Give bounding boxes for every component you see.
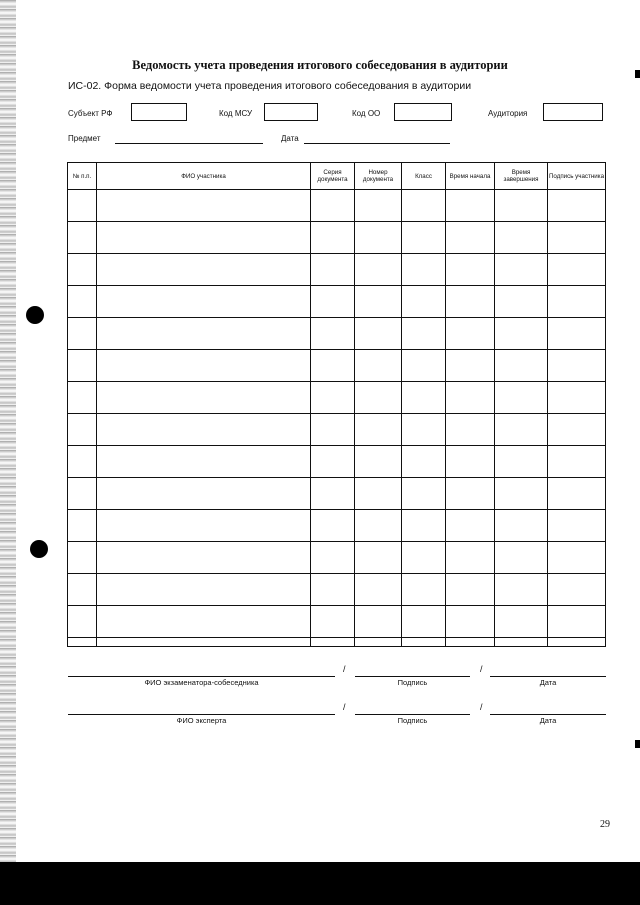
table-cell[interactable]: [495, 254, 548, 286]
table-cell[interactable]: [311, 510, 355, 542]
table-cell[interactable]: [402, 190, 446, 222]
table-cell[interactable]: [97, 510, 311, 542]
table-cell[interactable]: [355, 222, 402, 254]
expert-name-caption: ФИО эксперта: [176, 716, 227, 725]
table-cell[interactable]: [355, 606, 402, 638]
expert-signature-caption: Подпись: [397, 716, 428, 725]
form-subtitle: ИС-02. Форма ведомости учета проведения итогового собеседования в аудитории: [68, 80, 472, 92]
table-cell[interactable]: [402, 638, 446, 647]
separator: /: [343, 664, 346, 674]
table-cell[interactable]: [446, 382, 495, 414]
table-cell[interactable]: [68, 478, 97, 510]
table-cell[interactable]: [548, 478, 606, 510]
table-cell[interactable]: [355, 190, 402, 222]
table-cell[interactable]: [311, 478, 355, 510]
table-cell[interactable]: [355, 638, 402, 647]
table-cell[interactable]: [97, 446, 311, 478]
table-cell[interactable]: [97, 382, 311, 414]
table-cell[interactable]: [68, 574, 97, 606]
page-number: 29: [600, 819, 610, 830]
table-cell[interactable]: [548, 638, 606, 647]
table-cell[interactable]: [548, 254, 606, 286]
table-cell[interactable]: [495, 190, 548, 222]
separator: /: [480, 702, 483, 712]
table-cell[interactable]: [68, 222, 97, 254]
table-cell[interactable]: [311, 574, 355, 606]
table-cell[interactable]: [68, 638, 97, 647]
table-cell[interactable]: [311, 446, 355, 478]
separator: /: [480, 664, 483, 674]
table-cell[interactable]: [548, 446, 606, 478]
table-row: [68, 190, 606, 222]
table-cell[interactable]: [548, 542, 606, 574]
table-cell[interactable]: [495, 574, 548, 606]
date-field-line[interactable]: [304, 143, 450, 144]
table-cell[interactable]: [402, 606, 446, 638]
header-document-number: Номер документа: [355, 163, 402, 190]
examiner-signature-caption: Подпись: [397, 678, 428, 687]
table-cell[interactable]: [495, 350, 548, 382]
table-cell[interactable]: [446, 286, 495, 318]
header-number: № п.п.: [68, 163, 97, 190]
table-cell[interactable]: [495, 606, 548, 638]
table-cell[interactable]: [355, 350, 402, 382]
table-cell[interactable]: [355, 510, 402, 542]
table-row: [68, 542, 606, 574]
table-cell[interactable]: [97, 318, 311, 350]
table-cell[interactable]: [311, 254, 355, 286]
table-cell[interactable]: [355, 542, 402, 574]
table-cell[interactable]: [355, 286, 402, 318]
header-full-name: ФИО участника: [97, 163, 311, 190]
table-cell[interactable]: [68, 318, 97, 350]
table-cell[interactable]: [495, 446, 548, 478]
table-cell[interactable]: [311, 638, 355, 647]
table-cell[interactable]: [355, 574, 402, 606]
scan-bottom-band: [0, 862, 640, 905]
table-cell[interactable]: [68, 446, 97, 478]
table-cell[interactable]: [446, 318, 495, 350]
table-cell[interactable]: [311, 222, 355, 254]
punch-hole: [30, 540, 48, 558]
table-cell[interactable]: [68, 286, 97, 318]
table-cell[interactable]: [446, 350, 495, 382]
table-cell[interactable]: [446, 510, 495, 542]
table-cell[interactable]: [97, 542, 311, 574]
table-header-row: [68, 163, 606, 190]
table-row: [68, 318, 606, 350]
table-cell[interactable]: [402, 286, 446, 318]
table-cell[interactable]: [495, 318, 548, 350]
header-start-time: Время начала: [446, 163, 495, 190]
subject-label: Субъект РФ: [68, 109, 113, 118]
header-document-series: Серия документа: [311, 163, 355, 190]
expert-date-line[interactable]: [490, 714, 606, 715]
table-cell[interactable]: [355, 414, 402, 446]
table-cell[interactable]: [548, 414, 606, 446]
table-row: [68, 350, 606, 382]
table-cell[interactable]: [68, 606, 97, 638]
table-cell[interactable]: [402, 318, 446, 350]
table-cell[interactable]: [402, 222, 446, 254]
table-cell[interactable]: [495, 638, 548, 647]
table-row: [68, 382, 606, 414]
table-cell[interactable]: [548, 286, 606, 318]
table-cell[interactable]: [68, 254, 97, 286]
table-cell[interactable]: [446, 542, 495, 574]
examiner-name-line[interactable]: [68, 676, 335, 677]
table-cell[interactable]: [68, 510, 97, 542]
examiner-date-caption: Дата: [539, 678, 557, 687]
table-cell[interactable]: [97, 350, 311, 382]
table-cell[interactable]: [402, 382, 446, 414]
table-cell[interactable]: [446, 190, 495, 222]
expert-date-caption: Дата: [539, 716, 557, 725]
table-row: [68, 478, 606, 510]
table-cell[interactable]: [97, 574, 311, 606]
table-cell[interactable]: [311, 350, 355, 382]
table-cell[interactable]: [495, 542, 548, 574]
table-cell[interactable]: [548, 574, 606, 606]
header-class: Класс: [402, 163, 446, 190]
table-cell[interactable]: [446, 222, 495, 254]
table-cell[interactable]: [446, 446, 495, 478]
table-cell[interactable]: [311, 542, 355, 574]
table-cell[interactable]: [548, 606, 606, 638]
table-cell[interactable]: [97, 286, 311, 318]
table-cell[interactable]: [446, 606, 495, 638]
table-row: [68, 574, 606, 606]
table-cell[interactable]: [402, 542, 446, 574]
table-cell[interactable]: [495, 414, 548, 446]
table-cell[interactable]: [495, 510, 548, 542]
table-row: [68, 606, 606, 638]
table-cell[interactable]: [548, 510, 606, 542]
expert-name-line[interactable]: [68, 714, 335, 715]
table-row: [68, 638, 606, 647]
subject-code-field[interactable]: [131, 103, 187, 121]
expert-signature-line[interactable]: [355, 714, 470, 715]
table-cell[interactable]: [68, 382, 97, 414]
punch-hole: [26, 306, 44, 324]
examiner-signature-line[interactable]: [355, 676, 470, 677]
table-row: [68, 286, 606, 318]
table-cell[interactable]: [548, 318, 606, 350]
table-cell[interactable]: [311, 286, 355, 318]
table-cell[interactable]: [97, 222, 311, 254]
separator: /: [343, 702, 346, 712]
table-cell[interactable]: [548, 382, 606, 414]
table-cell[interactable]: [548, 190, 606, 222]
table-cell[interactable]: [402, 574, 446, 606]
table-cell[interactable]: [495, 478, 548, 510]
table-row: [68, 510, 606, 542]
header-participant-signature: Подпись участника: [548, 163, 606, 190]
table-cell[interactable]: [68, 350, 97, 382]
table-cell[interactable]: [548, 222, 606, 254]
table-cell[interactable]: [68, 542, 97, 574]
auditorium-label: Аудитория: [488, 109, 528, 118]
examiner-date-line[interactable]: [490, 676, 606, 677]
table-row: [68, 446, 606, 478]
table-cell[interactable]: [97, 638, 311, 647]
table-cell[interactable]: [495, 286, 548, 318]
table-cell[interactable]: [446, 478, 495, 510]
table-cell[interactable]: [355, 318, 402, 350]
table-row: [68, 222, 606, 254]
page-title: Ведомость учета проведения итогового собеседования в аудитории: [132, 58, 508, 72]
header-end-time: Время завершения: [495, 163, 548, 190]
subject-field-line[interactable]: [115, 143, 263, 144]
table-cell[interactable]: [311, 190, 355, 222]
table-cell[interactable]: [355, 382, 402, 414]
table-cell[interactable]: [97, 478, 311, 510]
table-cell[interactable]: [97, 606, 311, 638]
subject-field-label: Предмет: [68, 134, 101, 143]
table-row: [68, 414, 606, 446]
table-cell[interactable]: [446, 638, 495, 647]
table-cell[interactable]: [402, 510, 446, 542]
oo-code-field[interactable]: [394, 103, 452, 121]
table-cell[interactable]: [446, 254, 495, 286]
table-cell[interactable]: [68, 414, 97, 446]
table-cell[interactable]: [402, 446, 446, 478]
date-label: Дата: [281, 134, 299, 143]
oo-label: Код ОО: [352, 109, 381, 118]
table-cell[interactable]: [446, 414, 495, 446]
table-cell[interactable]: [97, 414, 311, 446]
table-cell[interactable]: [311, 318, 355, 350]
examiner-name-caption: ФИО экзаменатора-собеседника: [144, 678, 259, 687]
msu-code-field[interactable]: [264, 103, 318, 121]
table-cell[interactable]: [355, 254, 402, 286]
table-cell[interactable]: [97, 254, 311, 286]
table-cell[interactable]: [548, 350, 606, 382]
auditorium-field[interactable]: [543, 103, 603, 121]
table-cell[interactable]: [402, 478, 446, 510]
table-cell[interactable]: [311, 414, 355, 446]
table-cell[interactable]: [355, 446, 402, 478]
table-cell[interactable]: [355, 478, 402, 510]
table-cell[interactable]: [311, 382, 355, 414]
table-cell[interactable]: [402, 254, 446, 286]
msu-label: Код МСУ: [219, 109, 253, 118]
table-cell[interactable]: [402, 414, 446, 446]
table-cell[interactable]: [68, 190, 97, 222]
participants-table: [67, 162, 606, 647]
table-cell[interactable]: [446, 574, 495, 606]
table-cell[interactable]: [97, 190, 311, 222]
table-cell[interactable]: [402, 350, 446, 382]
scan-mark: [635, 740, 640, 748]
table-cell[interactable]: [495, 222, 548, 254]
table-row: [68, 254, 606, 286]
table-cell[interactable]: [495, 382, 548, 414]
scan-edge-artifact: [0, 0, 16, 905]
table-cell[interactable]: [311, 606, 355, 638]
